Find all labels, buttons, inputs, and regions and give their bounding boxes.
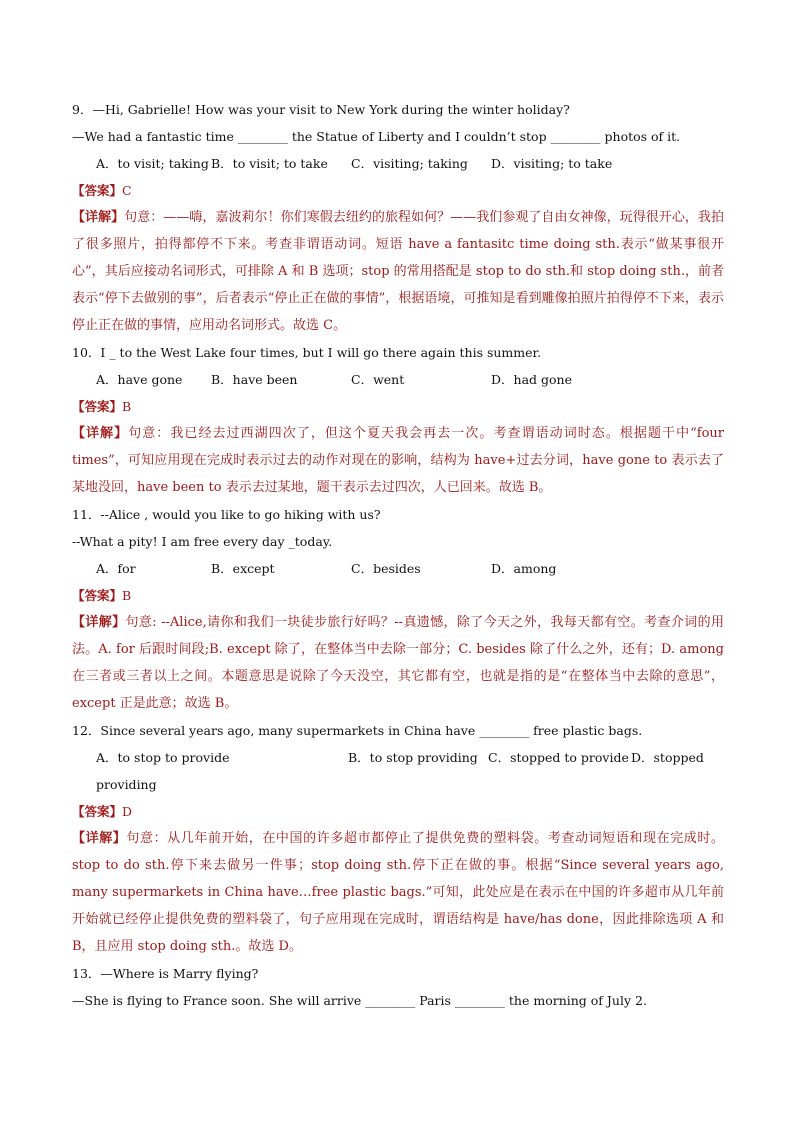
q12-detail	[72, 825, 724, 960]
q11-option-d: D．among	[491, 561, 557, 576]
answer-value: B	[122, 588, 132, 603]
q12-option-b: B．to stop providing	[348, 750, 478, 765]
q9-option-b: B．to visit; to take	[211, 156, 328, 171]
detail-text: 句意：——嗨，嘉波莉尔！你们寒假去纽约的旅程如何？——我们参观了自由女神像，玩得很开心，我拍了很多照片，拍得都停不下来。考查非谓语动词。短语 have a fantasitc time doing sth.表示“做某事很开心”，其后应接动名词形式，可排除 A 和 B 选项；stop 的常用搭配是 stop to do sth.和 stop doing sth.，前者表示“停下去做别的事”，后者表示“停止正在做的事情”，根据语境，可推知是看到雕像拍照片拍得停不下来，表示停止正在做的事情，应用动名词形式。故选 C。	[72, 210, 724, 333]
q10-option-d: D．had gone	[491, 372, 572, 387]
detail-text: 句意: --Alice,请你和我们一块徒步旅行好吗？--真遗憾，除了今天之外，我每天都有空。考查介词的用法。A. for 后跟时间段;B. except 除了，在整体当中去除一部分；C. besides 除了什么之外，还有；D. among 在三者或三者以上之间。本题意思是说除了今天没空，其它都有空，也就是指的是“在整体当中去除的意思”，except 正是此意；故选 B。	[72, 615, 724, 711]
answer-label: 【答案】	[72, 183, 123, 198]
q10-option-b: B．have been	[211, 372, 298, 387]
detail-text: 句意：我已经去过西湖四次了，但这个夏天我会再去一次。考查谓语动词时态。根据题干中“four times”，可知应用现在完成时表示过去的动作对现在的影响，结构为 have+过去分词，have gone to 表示去了某地没回，have been to 表示去过某地，题干表示去过四次，人已回来。故选 B。	[72, 426, 724, 495]
answer-value: C	[122, 183, 132, 198]
q12-option-a: A．to stop to provide	[96, 750, 230, 765]
q9-option-a: A．to visit; taking	[96, 156, 209, 171]
q11-detail	[72, 609, 724, 717]
q12-option-d: D．stopped	[631, 750, 704, 765]
q9-option-d: D．visiting; to take	[491, 156, 613, 171]
q10-answer	[72, 393, 724, 420]
answer-value: D	[122, 804, 133, 819]
q9-detail	[72, 204, 724, 339]
q11-options	[72, 555, 724, 582]
answer-label: 【答案】	[72, 804, 123, 819]
q12-option-d-wrap: providing	[96, 777, 157, 792]
q11-answer	[72, 582, 724, 609]
detail-label: 【详解】	[72, 615, 126, 630]
detail-label: 【详解】	[72, 426, 129, 441]
q11-option-a: A．for	[96, 561, 136, 576]
q11-stem: 11．--Alice , would you like to go hiking with us?	[72, 507, 381, 522]
answer-label: 【答案】	[72, 588, 123, 603]
q11-stem-reply: --What a pity! I am free every day _today.	[72, 534, 333, 549]
q13-stem-reply: —She is flying to France soon. She will arrive ________ Paris ________ the morning of July 2.	[72, 993, 647, 1008]
q10-option-a: A．have gone	[96, 372, 183, 387]
document-page	[72, 96, 724, 1014]
q10-stem: 10．I _ to the West Lake four times, but I will go there again this summer.	[72, 345, 542, 360]
q9-options	[72, 150, 724, 177]
q10-option-c: C．went	[351, 372, 405, 387]
q12-options	[72, 744, 724, 771]
q10-options	[72, 366, 724, 393]
detail-text: 句意：从几年前开始，在中国的许多超市都停止了提供免费的塑料袋。考查动词短语和现在完成时。stop to do sth.停下来去做另一件事；stop doing sth.停下正在做的事。根据“Since several years ago, many supermarkets in China have…free plastic bags.”可知，此处应是在表示在中国的许多超市从几年前开始就已经停止提供免费的塑料袋了，句子应用现在完成时，谓语结构是 have/has done，因此排除选项 A 和 B，且应用 stop doing sth.。故选 D。	[72, 831, 724, 954]
q9-answer	[72, 177, 724, 204]
detail-label: 【详解】	[72, 831, 127, 846]
q9-stem: 9．—Hi, Gabrielle! How was your visit to New York during the winter holiday?	[72, 102, 570, 117]
q12-option-c: C．stopped to provide	[488, 750, 629, 765]
q12-answer	[72, 798, 724, 825]
q12-stem: 12．Since several years ago, many supermarkets in China have ________ free plastic bags.	[72, 723, 643, 738]
q11-option-b: B．except	[211, 561, 275, 576]
q13-stem: 13．—Where is Marry flying?	[72, 966, 259, 981]
q9-option-c: C．visiting; taking	[351, 156, 468, 171]
q9-stem-reply: —We had a fantastic time ________ the Statue of Liberty and I couldn’t stop ________ photos of it.	[72, 129, 681, 144]
answer-value: B	[122, 399, 132, 414]
answer-label: 【答案】	[72, 399, 123, 414]
q11-option-c: C．besides	[351, 561, 421, 576]
q10-detail	[72, 420, 724, 501]
detail-label: 【详解】	[72, 210, 125, 225]
